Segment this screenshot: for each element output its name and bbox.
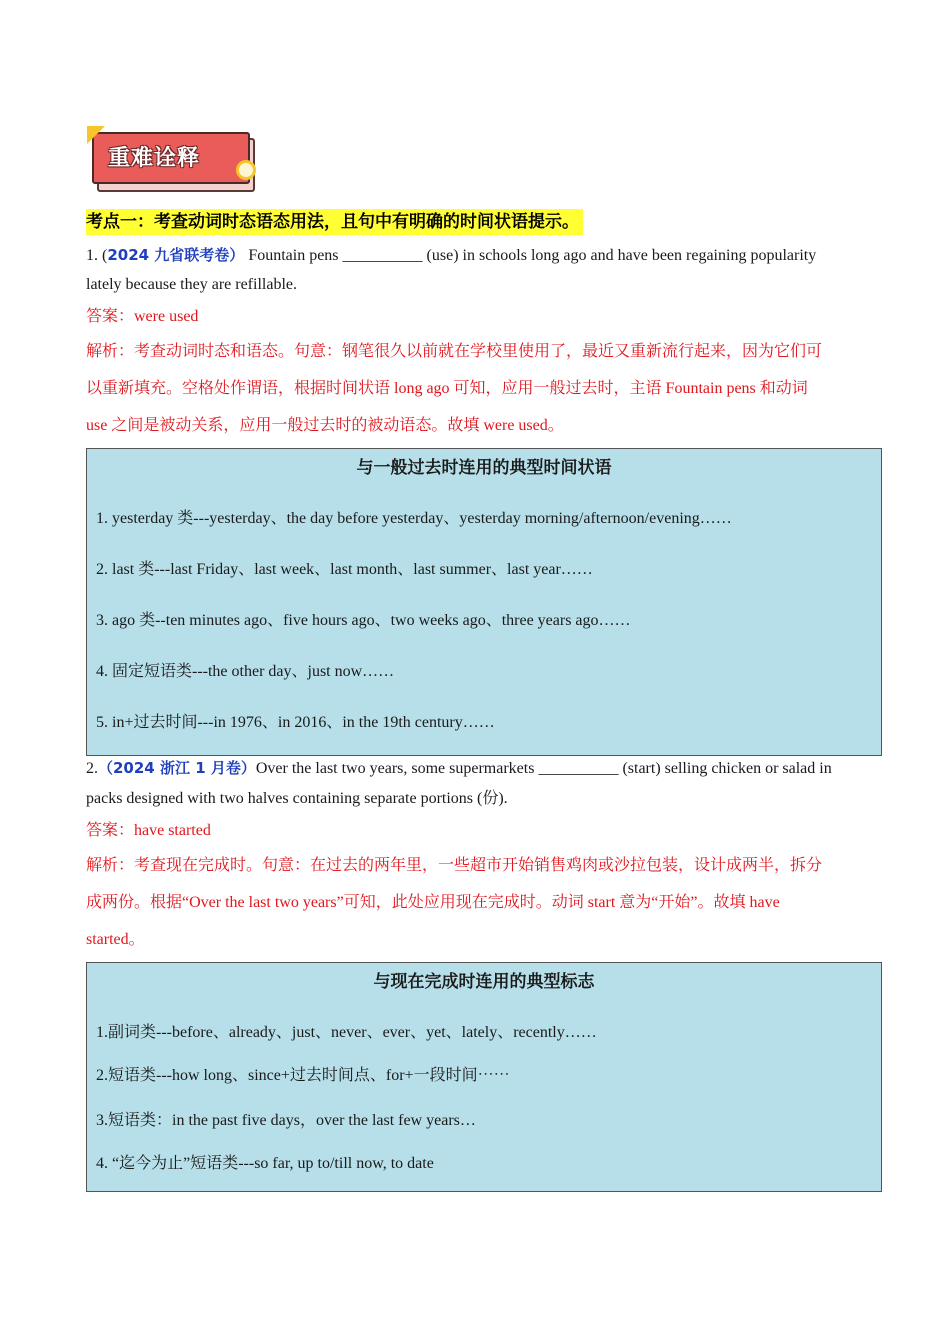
past-tense-time-box xyxy=(86,448,882,756)
q2-analysis-line2: 成两份。根据“Over the last two years”可知，此处应用现在完成时。动词 start 意为“开始”。故填 have xyxy=(86,894,780,911)
q1-number: 1. ( xyxy=(86,247,108,264)
banner-ring-icon xyxy=(236,160,256,180)
box2-row-2: 2.短语类---how long、since+过去时间点、for+一段时间⋯⋯ xyxy=(96,1067,510,1084)
box1-row-1: 1. yesterday 类---yesterday、the day before yesterday、yesterday morning/afternoon/evening…… xyxy=(96,510,732,527)
q1-text-a: Fountain pens __________ (use) in schools long ago and have been regaining popularity xyxy=(248,247,817,264)
q2-analysis-line1: 解析：考查现在完成时。句意：在过去的两年里，一些超市开始销售鸡肉或沙拉包装，设计成两半，拆分 xyxy=(86,857,823,874)
q1-analysis-line2: 以重新填充。空格处作谓语，根据时间状语 long ago 可知，应用一般过去时，主语 Fountain pens 和动词 xyxy=(86,380,808,397)
q1-analysis-line1: 解析：考查动词时态和语态。句意：钢笔很久以前就在学校里使用了，最近又重新流行起来，因为它们可 xyxy=(86,343,823,360)
q2-answer: 答案：have started xyxy=(86,822,211,839)
q2-stem-line2: packs designed with two halves containing separate portions (份). xyxy=(86,790,508,807)
box2-row-4: 4. “迄今为止”短语类---so far, up to/till now, to date xyxy=(96,1155,434,1172)
q1-answer: 答案：were used xyxy=(86,308,199,325)
q2-stem-line1 xyxy=(86,754,862,783)
q2-text-a: Over the last two years, some supermarkets __________ (start) selling chicken or salad in xyxy=(255,760,832,777)
q2-number: 2. xyxy=(86,760,98,777)
section-banner xyxy=(86,124,258,194)
box1-row-2: 2. last 类---last Friday、last week、last month、last summer、last year…… xyxy=(96,561,593,578)
box2-row-3: 3.短语类：in the past five days，over the last few years… xyxy=(96,1112,476,1129)
q1-analysis-line3: use 之间是被动关系，应用一般过去时的被动语态。故填 were used。 xyxy=(86,417,564,434)
box2-title: 与现在完成时连用的典型标志 xyxy=(373,972,595,992)
box1-title: 与一般过去时连用的典型时间状语 xyxy=(356,458,612,478)
q1-source: 2024 九省联考卷） xyxy=(107,246,245,264)
q1-stem-line1 xyxy=(86,241,862,270)
q1-stem-line2: lately because they are refillable. xyxy=(86,276,297,293)
q2-source: （2024 浙江 1 月卷） xyxy=(98,759,256,777)
box2-row-1: 1.副词类---before、already、just、never、ever、yet、lately、recently…… xyxy=(96,1024,597,1041)
banner-title: 重难诠释 xyxy=(108,146,201,171)
kaodian-heading: 考点一：考查动词时态语态用法，且句中有明确的时间状语提示。 xyxy=(86,209,583,235)
q2-analysis-line3: started。 xyxy=(86,931,145,948)
box1-row-3: 3. ago 类--ten minutes ago、five hours ago、two weeks ago、three years ago…… xyxy=(96,612,631,629)
banner-corner-icon xyxy=(87,126,105,144)
box1-row-4: 4. 固定短语类---the other day、just now…… xyxy=(96,663,395,680)
box1-row-5: 5. in+过去时间---in 1976、in 2016、in the 19th century…… xyxy=(96,714,495,731)
present-perfect-signal-box xyxy=(86,962,882,1192)
